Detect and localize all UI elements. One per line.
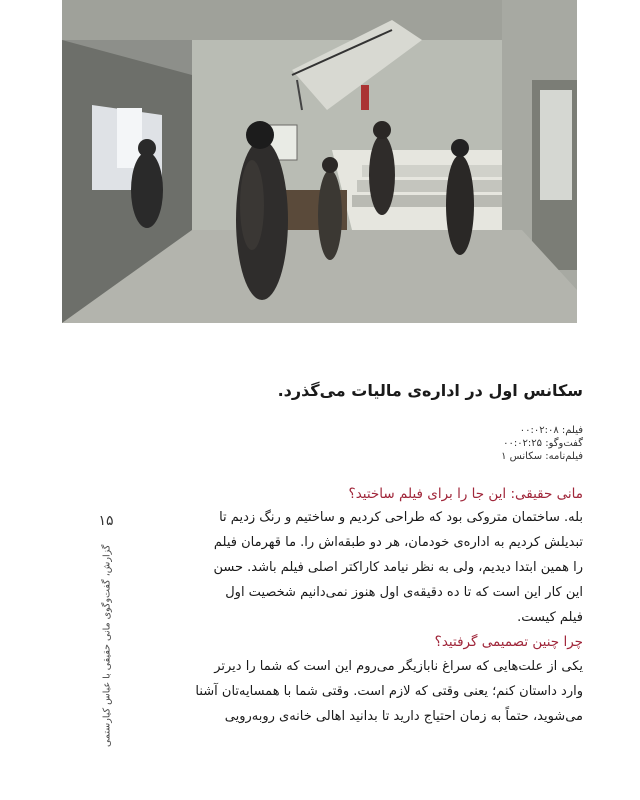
answer-line: را همین ابتدا دیدیم، ولی به نظر نیامد کاراکتر اصلی فیلم باشد. حسن [213, 560, 583, 575]
answer-line: بله. ساختمان متروکی بود که طراحی کردیم و ساختیم و رنگ زدیم تا [219, 510, 583, 525]
answer-line: این کار این است که تا ده دقیقه‌ی اول هنوز نمی‌دانیم شخصیت اول [225, 585, 583, 600]
page-number: ۱۵ [98, 513, 114, 529]
answer-line: یکی از علت‌هایی که سراغ نابازیگر می‌روم این است که شما را دیرتر [214, 659, 583, 674]
interview-timecode: گفت‌وگو: ۰۰:۰۲:۲۵ [503, 438, 583, 449]
interview-question-2: چرا چنین تصمیمی گرفتید؟ [434, 634, 583, 650]
sequence-heading: سکانس اول در اداره‌ی مالیات می‌گذرد. [277, 381, 583, 400]
timecode-metadata [205, 424, 583, 463]
article-body [195, 380, 583, 729]
interview-answer-1 [205, 505, 583, 630]
film-timecode: فیلم: ۰۰:۰۲:۰۸ [519, 425, 583, 436]
running-head: گزارش، گفت‌وگوی مانی حقیقی با عباس کیارستمی [101, 545, 113, 748]
screenplay-reference: فیلم‌نامه: سکانس ۱ [501, 451, 583, 462]
interview-question-1: مانی حقیقی: این جا را برای فیلم ساختید؟ [348, 486, 583, 502]
answer-line: وارد داستان کنم؛ یعنی وقتی که لازم است. وقتی شما با همسایه‌تان آشنا [195, 684, 583, 699]
film-still-image [62, 0, 577, 323]
answer-line: فیلم کیست. [517, 610, 583, 625]
film-still-photo [62, 0, 577, 323]
answer-line: می‌شوید، حتماً به زمان احتیاج دارید تا بدانید اهالی خانه‌ی روبه‌رویی [224, 709, 583, 724]
answer-line: تبدیلش کردیم به اداره‌ی خودمان، هر دو طبقه‌اش را. ما قهرمان فیلم [213, 535, 583, 550]
interview-answer-2 [195, 654, 583, 729]
